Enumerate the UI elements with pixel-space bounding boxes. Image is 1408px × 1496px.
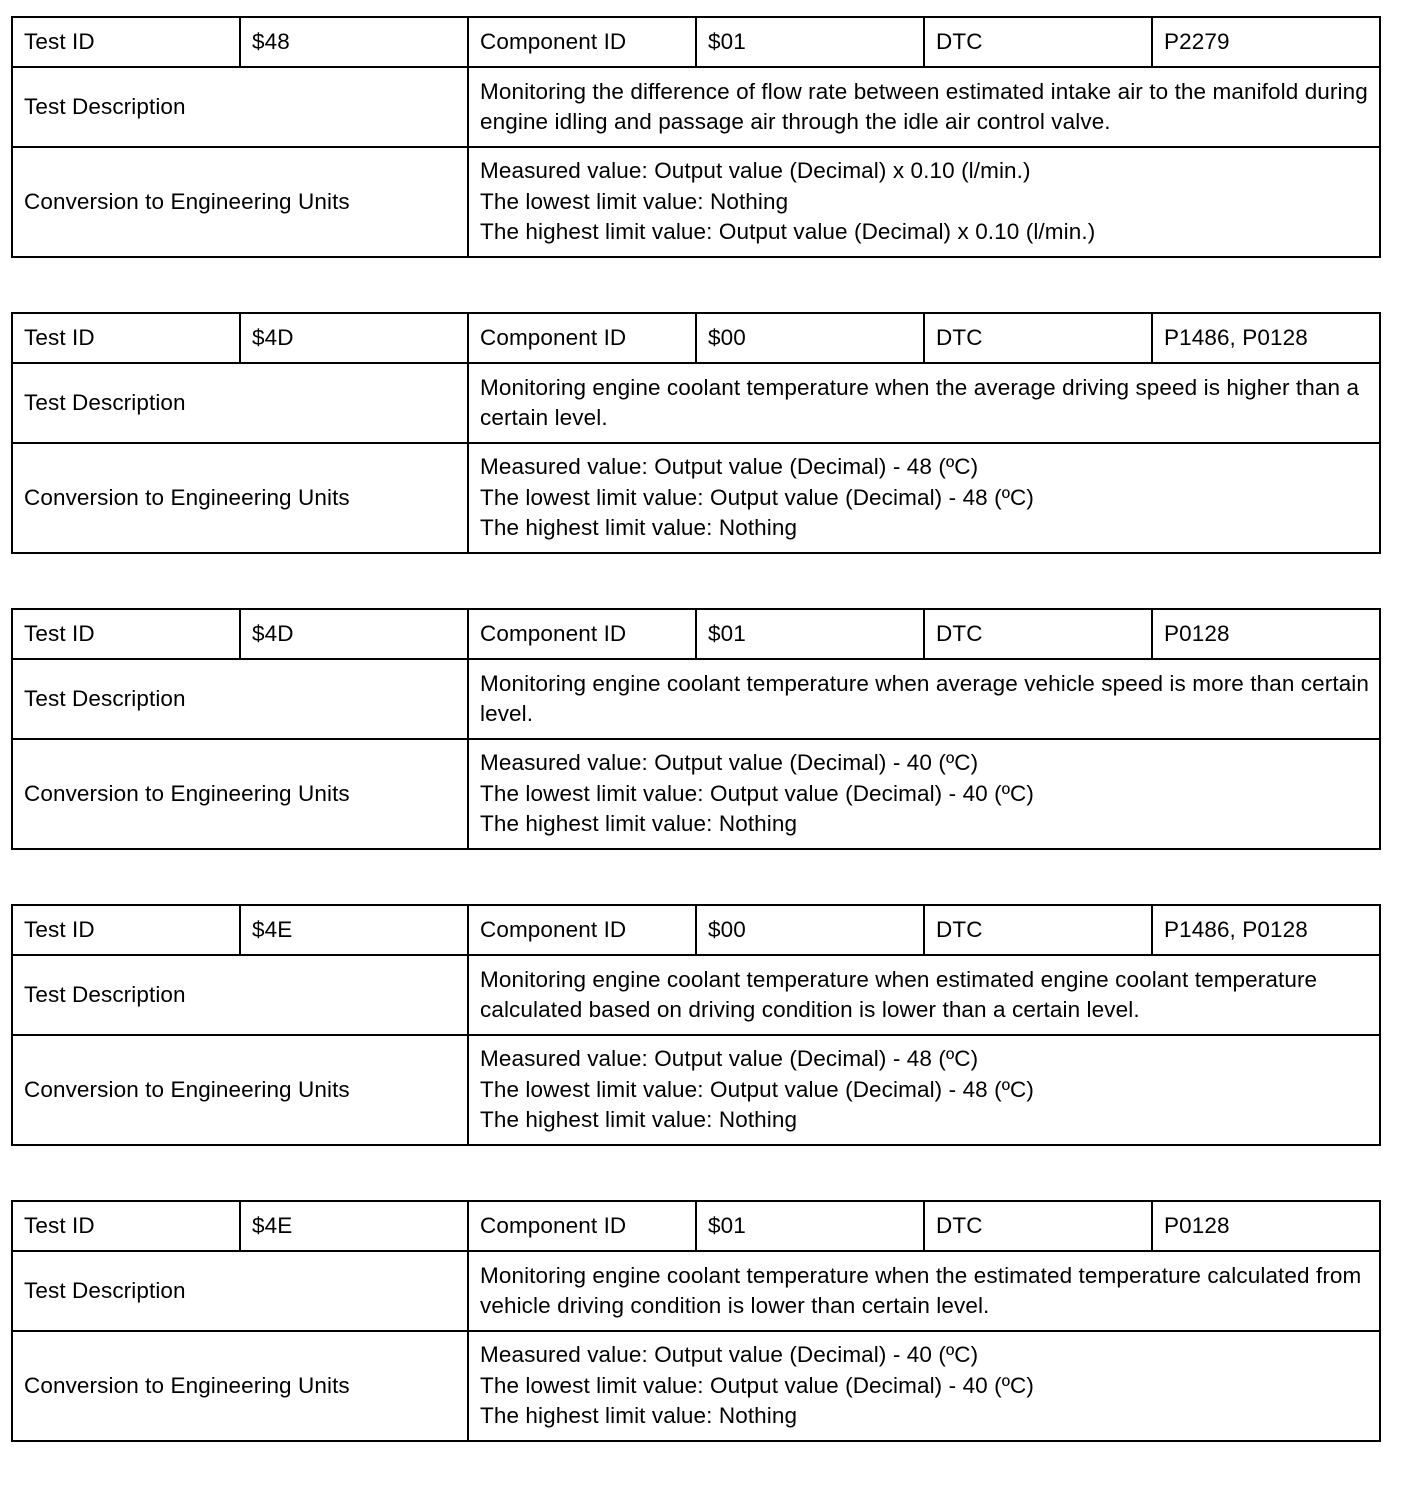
test-id-value: $4E — [240, 905, 468, 955]
test-description-label: Test Description — [12, 363, 468, 443]
measured-value-line: Measured value: Output value (Decimal) - 48 (ºC) — [480, 1046, 979, 1072]
dtc-value: P0128 — [1152, 1201, 1380, 1251]
description-row — [12, 67, 1380, 147]
test-id-label: Test ID — [12, 17, 240, 67]
measured-value-line: Measured value: Output value (Decimal) - 48 (ºC) — [480, 454, 979, 480]
test-id-value: $4E — [240, 1201, 468, 1251]
conversion-row — [12, 1035, 1380, 1145]
test-table — [11, 904, 1381, 1146]
test-table — [11, 312, 1381, 554]
test-table — [11, 1200, 1381, 1442]
test-description-label: Test Description — [12, 67, 468, 147]
highest-limit-line: The highest limit value: Nothing — [480, 515, 798, 541]
component-id-value: $01 — [696, 17, 924, 67]
test-table — [11, 608, 1381, 850]
component-id-label: Component ID — [468, 313, 696, 363]
lowest-limit-line: The lowest limit value: Output value (Decimal) - 48 (ºC) — [480, 484, 1034, 510]
measured-value-line: Measured value: Output value (Decimal) - 40 (ºC) — [480, 1342, 979, 1368]
measured-value-line: Measured value: Output value (Decimal) x 0.10 (l/min.) — [480, 158, 1031, 184]
component-id-value: $01 — [696, 609, 924, 659]
test-id-value: $48 — [240, 17, 468, 67]
highest-limit-line: The highest limit value: Nothing — [480, 1403, 798, 1429]
highest-limit-line: The highest limit value: Nothing — [480, 811, 798, 837]
test-id-label: Test ID — [12, 1201, 240, 1251]
conversion-row — [12, 443, 1380, 553]
test-description-text: Monitoring engine coolant temperature when estimated engine coolant temperature calculated based on driving condition is lower than a certain level. — [468, 955, 1380, 1035]
dtc-label: DTC — [924, 17, 1152, 67]
description-row — [12, 955, 1380, 1035]
conversion-text — [468, 443, 1380, 553]
lowest-limit-line: The lowest limit value: Output value (Decimal) - 40 (ºC) — [480, 780, 1034, 806]
conversion-label: Conversion to Engineering Units — [12, 1035, 468, 1145]
dtc-label: DTC — [924, 905, 1152, 955]
id-row — [12, 17, 1380, 67]
description-row — [12, 659, 1380, 739]
component-id-label: Component ID — [468, 1201, 696, 1251]
test-id-label: Test ID — [12, 609, 240, 659]
conversion-text — [468, 1331, 1380, 1441]
test-description-text: Monitoring engine coolant temperature when average vehicle speed is more than certain level. — [468, 659, 1380, 739]
dtc-label: DTC — [924, 609, 1152, 659]
id-row — [12, 609, 1380, 659]
test-description-label: Test Description — [12, 659, 468, 739]
highest-limit-line: The highest limit value: Output value (Decimal) x 0.10 (l/min.) — [480, 219, 1096, 245]
test-description-label: Test Description — [12, 1251, 468, 1331]
conversion-label: Conversion to Engineering Units — [12, 443, 468, 553]
dtc-label: DTC — [924, 313, 1152, 363]
conversion-label: Conversion to Engineering Units — [12, 147, 468, 257]
conversion-text — [468, 147, 1380, 257]
test-description-text: Monitoring the difference of flow rate between estimated intake air to the manifold during engine idling and passage air through the idle air control valve. — [468, 67, 1380, 147]
conversion-label: Conversion to Engineering Units — [12, 1331, 468, 1441]
id-row — [12, 1201, 1380, 1251]
dtc-value: P0128 — [1152, 609, 1380, 659]
test-table — [11, 16, 1381, 258]
conversion-row — [12, 739, 1380, 849]
test-id-label: Test ID — [12, 905, 240, 955]
component-id-label: Component ID — [468, 609, 696, 659]
document-body — [11, 16, 1381, 1496]
id-row — [12, 313, 1380, 363]
test-id-value: $4D — [240, 313, 468, 363]
conversion-text — [468, 739, 1380, 849]
description-row — [12, 1251, 1380, 1331]
id-row — [12, 905, 1380, 955]
test-description-text: Monitoring engine coolant temperature when the estimated temperature calculated from vehicle driving condition is lower than certain level. — [468, 1251, 1380, 1331]
component-id-label: Component ID — [468, 17, 696, 67]
dtc-label: DTC — [924, 1201, 1152, 1251]
lowest-limit-line: The lowest limit value: Output value (Decimal) - 48 (ºC) — [480, 1076, 1034, 1102]
dtc-value: P1486, P0128 — [1152, 313, 1380, 363]
description-row — [12, 363, 1380, 443]
dtc-value: P2279 — [1152, 17, 1380, 67]
test-description-text: Monitoring engine coolant temperature when the average driving speed is higher than a certain level. — [468, 363, 1380, 443]
highest-limit-line: The highest limit value: Nothing — [480, 1107, 798, 1133]
test-description-label: Test Description — [12, 955, 468, 1035]
component-id-value: $00 — [696, 313, 924, 363]
lowest-limit-line: The lowest limit value: Nothing — [480, 188, 789, 214]
lowest-limit-line: The lowest limit value: Output value (Decimal) - 40 (ºC) — [480, 1372, 1034, 1398]
conversion-label: Conversion to Engineering Units — [12, 739, 468, 849]
measured-value-line: Measured value: Output value (Decimal) - 40 (ºC) — [480, 750, 979, 776]
conversion-text — [468, 1035, 1380, 1145]
component-id-value: $01 — [696, 1201, 924, 1251]
test-id-value: $4D — [240, 609, 468, 659]
conversion-row — [12, 1331, 1380, 1441]
component-id-value: $00 — [696, 905, 924, 955]
test-id-label: Test ID — [12, 313, 240, 363]
conversion-row — [12, 147, 1380, 257]
component-id-label: Component ID — [468, 905, 696, 955]
dtc-value: P1486, P0128 — [1152, 905, 1380, 955]
